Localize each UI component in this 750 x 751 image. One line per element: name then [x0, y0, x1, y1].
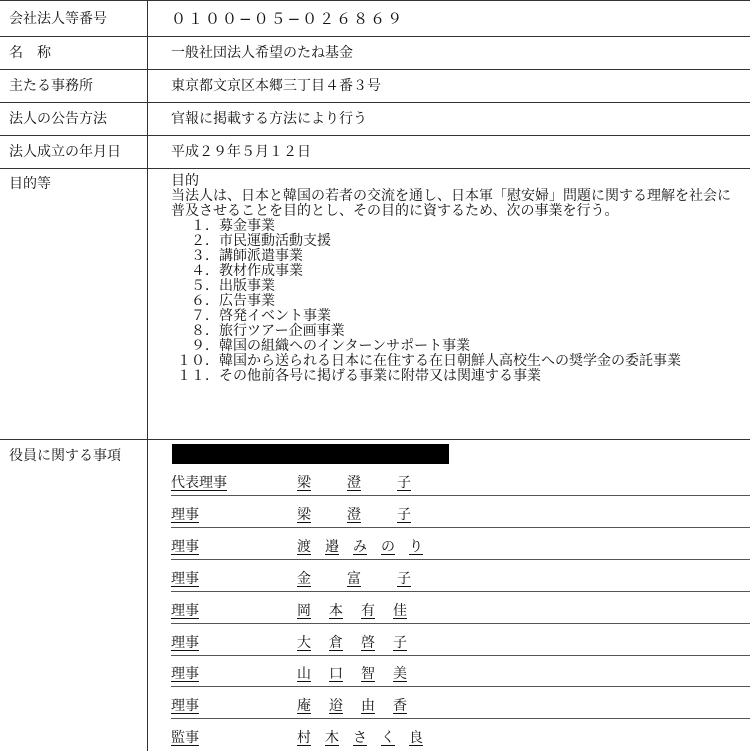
notice-row — [0, 102, 750, 136]
corp-number-value: ０１００−０５−０２６８６９ — [171, 9, 405, 28]
purpose-item-number: ７． — [191, 308, 219, 324]
officer-entry — [171, 528, 750, 560]
purpose-heading: 目的 — [171, 173, 199, 189]
officer-name — [297, 568, 411, 588]
officer-name-char: 富 — [347, 570, 361, 587]
officer-name-char: 村 — [297, 730, 311, 747]
purpose-item — [171, 324, 731, 339]
purpose-row — [0, 168, 750, 440]
officer-name-char: 山 — [297, 666, 311, 683]
officer-name — [297, 632, 407, 652]
officer-role: 理事 — [171, 570, 199, 587]
officers-label: 役員に関する事項 — [0, 439, 148, 751]
officer-name — [297, 536, 423, 556]
corp-number-row — [0, 1, 750, 37]
notice-value: 官報に掲載する方法により行う — [171, 110, 367, 127]
officer-name-char: 有 — [361, 602, 375, 619]
purpose-item-text: 広告事業 — [219, 293, 275, 309]
purpose-item-text: 講師派遣事業 — [219, 248, 303, 264]
officer-name-char: 美 — [393, 666, 407, 683]
officer-role: 理事 — [171, 698, 199, 715]
officer-name-char: 渡 — [297, 538, 311, 555]
officer-role: 監事 — [171, 730, 199, 747]
officer-name-char: さ — [353, 730, 367, 747]
officer-name-char: 啓 — [361, 634, 375, 651]
officer-entry — [171, 496, 750, 528]
purpose-item-number: １１． — [177, 368, 219, 384]
office-value: 東京都文京区本郷三丁目４番３号 — [171, 77, 381, 94]
purpose-intro: 当法人は、日本と韓国の若者の交流を通し、日本軍「慰安婦」問題に関する理解を社会に普及させることを目的とし、その目的に資するため、次の事業を行う。 — [171, 188, 731, 219]
officer-entry — [171, 464, 750, 496]
officer-name-char: 良 — [409, 730, 423, 747]
officer-name-char: り — [409, 538, 423, 555]
officer-role: 理事 — [171, 506, 199, 523]
officer-name-char: 倉 — [329, 634, 343, 651]
established-row — [0, 135, 750, 169]
established-label: 法人成立の年月日 — [0, 135, 148, 168]
purpose-item-number: ６． — [191, 293, 219, 309]
purpose-item-text: 韓国から送られる日本に在住する在日朝鮮人高校生への奨学金の委託事業 — [219, 353, 681, 369]
purpose-item-text: 韓国の組織へのインターンサポート事業 — [219, 338, 471, 354]
officer-name-char: の — [381, 538, 395, 555]
purpose-item-text: 市民運動活動支援 — [219, 233, 331, 249]
officer-name-char: 子 — [393, 634, 407, 651]
name-label: 名 称 — [0, 36, 148, 69]
officer-role: 理事 — [171, 602, 199, 619]
officer-name — [297, 727, 423, 747]
officer-name-char: 庵 — [297, 698, 311, 715]
officer-name-char: 金 — [297, 570, 311, 587]
purpose-text — [171, 174, 731, 384]
purpose-item — [171, 339, 731, 354]
purpose-item-number: ９． — [191, 338, 219, 354]
officer-name-char: 梁 — [297, 475, 311, 491]
officer-name-char: 大 — [297, 634, 311, 651]
purpose-item — [171, 279, 731, 294]
officer-name-char: 子 — [397, 570, 411, 587]
purpose-item-text: 教材作成事業 — [219, 263, 303, 279]
officer-entry — [171, 592, 750, 624]
officer-name — [297, 600, 407, 620]
name-row — [0, 36, 750, 70]
purpose-items — [171, 219, 731, 384]
officer-name-char: 子 — [397, 506, 411, 523]
purpose-item — [171, 309, 731, 324]
officer-name — [297, 695, 407, 715]
officer-name-char: 智 — [361, 666, 375, 683]
established-value: 平成２９年５月１２日 — [171, 143, 311, 160]
officer-entry — [171, 624, 750, 656]
purpose-item-text: その他前各号に掲げる事業に附帯又は関連する事業 — [219, 368, 541, 384]
corp-number-label: 会社法人等番号 — [0, 1, 148, 36]
purpose-item-text: 旅行ツアー企画事業 — [219, 323, 345, 339]
purpose-item-number: ３． — [191, 248, 219, 264]
officer-role: 理事 — [171, 538, 199, 555]
purpose-item — [171, 294, 731, 309]
officer-entry — [171, 687, 750, 719]
purpose-item-number: ２． — [191, 233, 219, 249]
redaction-bar — [172, 444, 449, 464]
officers-row — [0, 439, 750, 751]
officer-name-char: 子 — [397, 475, 411, 491]
officer-name-char: 逧 — [329, 698, 343, 715]
officer-name-char: 梁 — [297, 506, 311, 523]
officer-name-char: く — [381, 730, 395, 747]
officer-name-char: み — [353, 538, 367, 555]
purpose-item-text: 啓発イベント事業 — [219, 308, 331, 324]
office-label: 主たる事務所 — [0, 69, 148, 102]
officer-name — [297, 472, 411, 492]
officer-entry — [171, 655, 750, 687]
purpose-item — [171, 219, 731, 234]
purpose-item — [171, 354, 731, 369]
officer-name-char: 香 — [393, 698, 407, 715]
officer-role: 代表理事 — [171, 475, 227, 491]
notice-label: 法人の公告方法 — [0, 102, 148, 135]
officer-name — [297, 663, 407, 683]
officer-name-char: 澄 — [347, 506, 361, 523]
name-value: 一般社団法人希望のたね基金 — [171, 44, 353, 61]
officer-name-char: 岡 — [297, 602, 311, 619]
officer-role: 理事 — [171, 666, 199, 683]
purpose-item-number: ５． — [191, 278, 219, 294]
purpose-item-text: 募金事業 — [219, 218, 275, 234]
officer-name-char: 佳 — [393, 602, 407, 619]
purpose-item — [171, 234, 731, 249]
purpose-item-number: ８． — [191, 323, 219, 339]
purpose-item — [171, 249, 731, 264]
purpose-item — [171, 369, 731, 384]
officer-name-char: 木 — [325, 730, 339, 747]
officer-name-char: 本 — [329, 602, 343, 619]
purpose-item-number: １． — [191, 218, 219, 234]
office-row — [0, 69, 750, 103]
purpose-item — [171, 264, 731, 279]
officer-name-char: 由 — [361, 698, 375, 715]
officer-name-char: 邉 — [325, 538, 339, 555]
officer-name-char: 澄 — [347, 475, 361, 491]
officer-name-char: 口 — [329, 666, 343, 683]
purpose-item-number: ４． — [191, 263, 219, 279]
officer-entry — [171, 719, 750, 751]
purpose-item-text: 出版事業 — [219, 278, 275, 294]
officer-name — [297, 504, 411, 524]
purpose-item-number: １０． — [177, 353, 219, 369]
officer-role: 理事 — [171, 634, 199, 651]
purpose-label: 目的等 — [0, 168, 148, 439]
officer-entry — [171, 560, 750, 592]
